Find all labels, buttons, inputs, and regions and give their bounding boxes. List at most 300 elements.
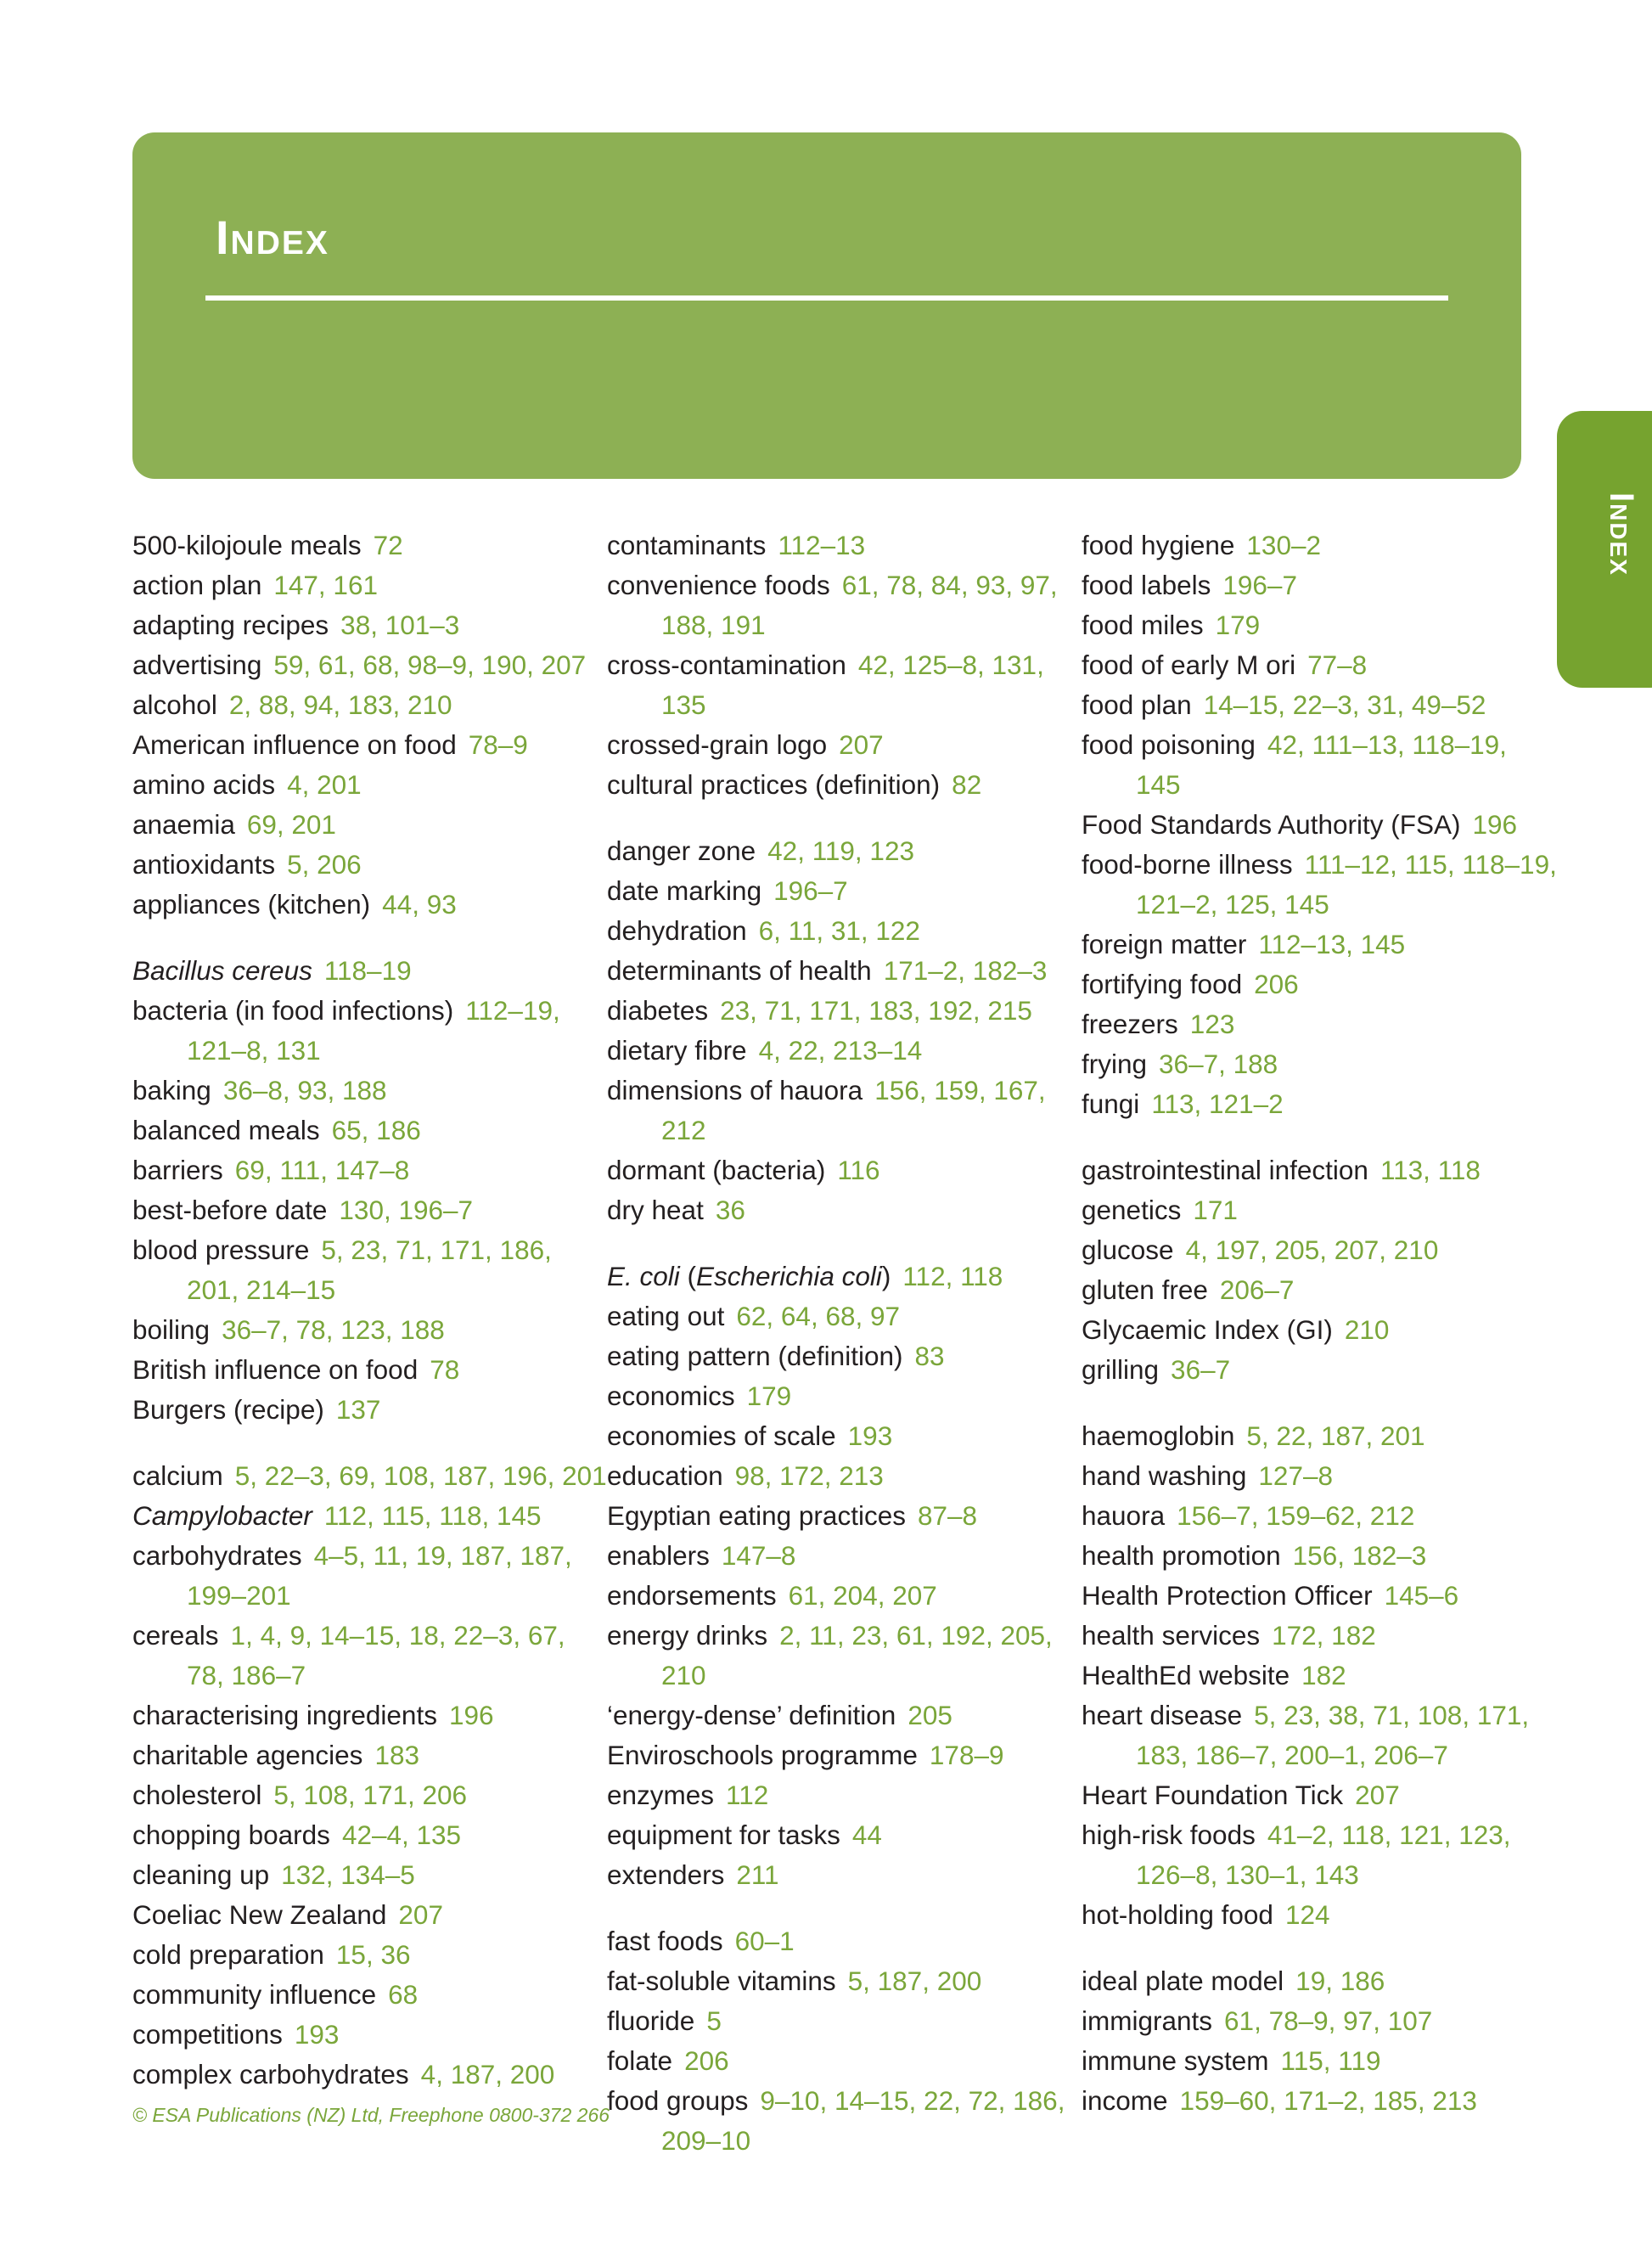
index-term: balanced meals <box>132 1115 320 1145</box>
index-page-refs[interactable]: 116 <box>837 1155 880 1185</box>
index-entry <box>1082 725 1557 805</box>
index-page-refs[interactable]: 147–8 <box>721 1540 796 1571</box>
index-term: food hygiene <box>1082 530 1235 560</box>
index-page-refs[interactable]: 206 <box>1254 969 1299 999</box>
index-term: ‘energy-dense’ definition <box>607 1700 896 1730</box>
index-page-refs[interactable]: 4, 201 <box>287 769 362 800</box>
index-page-refs[interactable]: 210 <box>1344 1314 1390 1345</box>
index-page-refs[interactable]: 1, 4, 9, 14–15, 18, 22–3, 67, 78, 186–7 <box>187 1620 565 1690</box>
index-page-refs[interactable]: 77–8 <box>1307 650 1368 680</box>
index-term: HealthEd website <box>1082 1660 1290 1690</box>
index-page-refs[interactable]: 130–2 <box>1246 530 1322 560</box>
index-entry <box>1082 1150 1557 1190</box>
index-term: enablers <box>607 1540 710 1571</box>
index-page-refs[interactable]: 206–7 <box>1219 1274 1295 1305</box>
index-term: fungi <box>1082 1088 1140 1119</box>
index-entry <box>607 2081 1082 2161</box>
index-entry <box>1082 1696 1557 1775</box>
index-entry <box>1082 685 1557 725</box>
index-term: calcium <box>132 1460 223 1491</box>
index-term <box>607 1261 891 1291</box>
index-page-refs[interactable]: 60–1 <box>734 1926 795 1956</box>
index-entry <box>132 885 608 925</box>
index-column-3 <box>1082 526 1557 2121</box>
index-entry <box>132 1735 608 1775</box>
index-page-refs[interactable]: 15, 36 <box>335 1939 411 1970</box>
index-entry <box>1082 1230 1557 1270</box>
index-page-refs[interactable]: 38, 101–3 <box>340 610 460 640</box>
index-entry <box>1082 2081 1557 2121</box>
index-entry <box>607 765 1082 805</box>
index-page-refs[interactable]: 5, 23, 71, 171, 186, 201, 214–15 <box>187 1235 552 1305</box>
index-term: carbohydrates <box>132 1540 302 1571</box>
index-entry <box>607 1190 1082 1230</box>
index-term: fortifying food <box>1082 969 1243 999</box>
index-term: convenience foods <box>607 570 830 600</box>
index-entry <box>132 565 608 605</box>
index-page-refs[interactable]: 179 <box>746 1381 792 1411</box>
index-page-refs[interactable]: 19, 186 <box>1295 1966 1385 1996</box>
index-term: determinants of health <box>607 955 872 986</box>
index-term: heart disease <box>1082 1700 1243 1730</box>
index-page-refs[interactable]: 196–7 <box>773 875 848 906</box>
index-term: amino acids <box>132 769 276 800</box>
index-page-refs[interactable]: 207 <box>1355 1780 1400 1810</box>
index-page-refs[interactable]: 6, 11, 31, 122 <box>758 915 920 946</box>
index-term: antioxidants <box>132 849 276 880</box>
index-entry <box>607 1257 1082 1296</box>
index-entry <box>607 871 1082 911</box>
index-entry <box>607 2001 1082 2041</box>
index-page-refs[interactable]: 127–8 <box>1258 1460 1334 1491</box>
index-page-refs[interactable]: 61, 78–9, 97, 107 <box>1224 2005 1433 2036</box>
index-entry <box>1082 1190 1557 1230</box>
index-term: Bacillus cereus <box>132 955 312 986</box>
index-term: immigrants <box>1082 2005 1213 2036</box>
index-entry <box>132 765 608 805</box>
index-page-refs[interactable]: 124 <box>1284 1899 1330 1930</box>
index-page-refs[interactable]: 36–7, 78, 123, 188 <box>222 1314 445 1345</box>
index-page-refs[interactable]: 72 <box>373 530 403 560</box>
index-entry <box>1082 1576 1557 1616</box>
index-entry <box>607 1616 1082 1696</box>
index-entry <box>1082 1496 1557 1536</box>
index-term: eating pattern (definition) <box>607 1341 903 1371</box>
index-term: enzymes <box>607 1780 715 1810</box>
index-term: fast foods <box>607 1926 723 1956</box>
index-term: bacteria (in food infections) <box>132 995 454 1026</box>
index-term: community influence <box>132 1979 377 2010</box>
index-entry <box>132 2055 608 2095</box>
index-term: chopping boards <box>132 1819 330 1850</box>
index-term: Health Protection Officer <box>1082 1580 1373 1611</box>
index-page-refs[interactable]: 183 <box>374 1740 419 1770</box>
index-page-refs[interactable]: 4–5, 11, 19, 187, 187, 199–201 <box>187 1540 572 1611</box>
index-entry <box>132 1350 608 1390</box>
index-page-refs[interactable]: 36 <box>715 1195 745 1225</box>
index-entry <box>1082 2041 1557 2081</box>
index-term: foreign matter <box>1082 929 1247 959</box>
index-entry <box>132 1310 608 1350</box>
index-term: cholesterol <box>132 1780 262 1810</box>
index-term: dehydration <box>607 915 747 946</box>
index-page-refs[interactable]: 42–4, 135 <box>341 1819 462 1850</box>
index-entry <box>607 1416 1082 1456</box>
index-entry <box>132 1975 608 2015</box>
index-entry <box>1082 1456 1557 1496</box>
index-term-part: ( <box>679 1261 697 1291</box>
index-entry <box>132 1071 608 1111</box>
index-entry <box>132 526 608 565</box>
index-page-refs[interactable]: 83 <box>914 1341 945 1371</box>
index-page-refs[interactable]: 115, 119 <box>1280 2045 1381 2076</box>
index-term: food poisoning <box>1082 729 1256 760</box>
index-entry <box>607 1775 1082 1815</box>
index-page-refs[interactable]: 44 <box>851 1819 882 1850</box>
index-entry <box>607 1496 1082 1536</box>
index-entry <box>607 1576 1082 1616</box>
index-page-refs[interactable]: 98, 172, 213 <box>734 1460 884 1491</box>
index-entry <box>607 526 1082 565</box>
index-term: Glycaemic Index (GI) <box>1082 1314 1333 1345</box>
index-page-refs[interactable]: 42, 125–8, 131, 135 <box>661 650 1044 720</box>
index-page-refs[interactable]: 5, 22, 187, 201 <box>1246 1420 1425 1451</box>
index-page-refs[interactable]: 112, 115, 118, 145 <box>323 1500 542 1531</box>
index-term: cultural practices (definition) <box>607 769 941 800</box>
index-entry <box>1082 845 1557 925</box>
index-term: Food Standards Authority (FSA) <box>1082 809 1461 840</box>
index-term: hauora <box>1082 1500 1166 1531</box>
index-entry <box>607 1735 1082 1775</box>
index-term: danger zone <box>607 835 756 866</box>
index-page-refs[interactable]: 123 <box>1189 1009 1235 1039</box>
index-entry <box>607 725 1082 765</box>
index-page-refs[interactable]: 2, 88, 94, 183, 210 <box>228 689 452 720</box>
index-term: genetics <box>1082 1195 1182 1225</box>
index-page-refs[interactable]: 178–9 <box>929 1740 1004 1770</box>
index-entry <box>607 1921 1082 1961</box>
index-page-refs[interactable]: 59, 61, 68, 98–9, 190, 207 <box>273 650 587 680</box>
index-term-part: Escherichia coli <box>696 1261 882 1291</box>
index-term: appliances (kitchen) <box>132 889 371 920</box>
index-page-refs[interactable]: 207 <box>398 1899 443 1930</box>
index-entry <box>607 1536 1082 1576</box>
index-page-refs[interactable]: 36–7, 188 <box>1159 1049 1278 1079</box>
index-term: complex carbohydrates <box>132 2059 409 2089</box>
index-term: grilling <box>1082 1354 1160 1385</box>
index-entry <box>132 1895 608 1935</box>
index-term: dormant (bacteria) <box>607 1155 826 1185</box>
index-entry <box>1082 1656 1557 1696</box>
header-band <box>132 132 1521 479</box>
index-entry <box>607 2041 1082 2081</box>
index-term: Burgers (recipe) <box>132 1394 324 1425</box>
index-page-refs[interactable]: 4, 187, 200 <box>420 2059 555 2089</box>
index-term: gluten free <box>1082 1274 1208 1305</box>
index-term: food of early M ori <box>1082 650 1296 680</box>
index-page-refs[interactable]: 9–10, 14–15, 22, 72, 186, 209–10 <box>661 2085 1065 2156</box>
index-term: gastrointestinal infection <box>1082 1155 1368 1185</box>
index-term: boiling <box>132 1314 211 1345</box>
index-entry <box>1082 645 1557 685</box>
index-entry <box>1082 1536 1557 1576</box>
index-entry <box>1082 1270 1557 1310</box>
index-entry <box>1082 805 1557 845</box>
index-entry <box>1082 1044 1557 1084</box>
index-page-refs[interactable]: 196–7 <box>1222 570 1297 600</box>
index-page-refs[interactable]: 42, 111–13, 118–19, 145 <box>1136 729 1507 800</box>
index-entry <box>1082 565 1557 605</box>
side-tab[interactable] <box>1557 411 1652 688</box>
index-term-part: ) <box>881 1261 891 1291</box>
index-term: adapting recipes <box>132 610 329 640</box>
index-page-refs[interactable]: 179 <box>1215 610 1261 640</box>
index-entry <box>1082 2001 1557 2041</box>
index-term: crossed-grain logo <box>607 729 828 760</box>
index-term: dietary fibre <box>607 1035 747 1066</box>
index-page-refs[interactable]: 36–7 <box>1171 1354 1231 1385</box>
index-entry <box>1082 1895 1557 1935</box>
index-column-2 <box>607 526 1082 2161</box>
index-term-part: E. coli <box>607 1261 680 1291</box>
index-entry <box>1082 1775 1557 1815</box>
index-entry <box>132 951 608 991</box>
index-page-refs[interactable]: 112–13 <box>778 530 866 560</box>
index-page-refs[interactable]: 78–9 <box>468 729 528 760</box>
index-page-refs[interactable]: 5 <box>706 2005 722 2036</box>
index-entry <box>132 1616 608 1696</box>
index-term: endorsements <box>607 1580 777 1611</box>
index-term: energy drinks <box>607 1620 768 1651</box>
index-page-refs[interactable]: 156, 182–3 <box>1292 1540 1427 1571</box>
index-page-refs[interactable]: 137 <box>335 1394 381 1425</box>
index-entry <box>1082 1350 1557 1390</box>
index-term: haemoglobin <box>1082 1420 1235 1451</box>
index-entry <box>607 1855 1082 1895</box>
index-term: 500-kilojoule meals <box>132 530 362 560</box>
index-page-refs[interactable]: 156, 159, 167, 212 <box>661 1075 1046 1145</box>
index-entry <box>132 1696 608 1735</box>
index-entry <box>1082 605 1557 645</box>
index-entry <box>607 1150 1082 1190</box>
index-page-refs[interactable]: 61, 204, 207 <box>788 1580 937 1611</box>
index-page-refs[interactable]: 87–8 <box>917 1500 978 1531</box>
index-page-refs[interactable]: 171 <box>1193 1195 1238 1225</box>
index-term: food groups <box>607 2085 749 2116</box>
index-term: anaemia <box>132 809 235 840</box>
index-page-refs[interactable]: 4, 197, 205, 207, 210 <box>1185 1235 1439 1265</box>
index-entry <box>607 991 1082 1031</box>
index-entry <box>607 1456 1082 1496</box>
index-term: glucose <box>1082 1235 1174 1265</box>
index-page-refs[interactable]: 130, 196–7 <box>339 1195 474 1225</box>
index-term: date marking <box>607 875 762 906</box>
index-term: freezers <box>1082 1009 1178 1039</box>
index-page-refs[interactable]: 4, 22, 213–14 <box>758 1035 923 1066</box>
index-page-refs[interactable]: 78 <box>430 1354 460 1385</box>
index-page-refs[interactable]: 159–60, 171–2, 185, 213 <box>1179 2085 1477 2116</box>
index-term: economies of scale <box>607 1420 836 1451</box>
index-entry <box>1082 1084 1557 1124</box>
index-entry <box>132 1536 608 1616</box>
index-term: income <box>1082 2085 1168 2116</box>
index-page-refs[interactable]: 171–2, 182–3 <box>883 955 1048 986</box>
index-term: immune system <box>1082 2045 1269 2076</box>
index-term: advertising <box>132 650 262 680</box>
index-term: cross-contamination <box>607 650 846 680</box>
index-entry <box>1082 1616 1557 1656</box>
index-entry <box>607 951 1082 991</box>
index-page-refs[interactable]: 44, 93 <box>382 889 457 920</box>
index-entry <box>132 685 608 725</box>
index-entry <box>132 645 608 685</box>
index-page-refs[interactable]: 113, 118 <box>1379 1155 1481 1185</box>
index-term: Coeliac New Zealand <box>132 1899 387 1930</box>
index-entry <box>132 1935 608 1975</box>
index-entry <box>132 1815 608 1855</box>
index-term: Egyptian eating practices <box>607 1500 906 1531</box>
index-page-refs[interactable]: 196 <box>448 1700 494 1730</box>
index-page-refs[interactable]: 211 <box>736 1859 779 1890</box>
index-page-refs[interactable]: 196 <box>1472 809 1518 840</box>
index-term: best-before date <box>132 1195 328 1225</box>
index-page-refs[interactable]: 207 <box>839 729 884 760</box>
index-term: contaminants <box>607 530 767 560</box>
index-entry <box>607 1031 1082 1071</box>
index-page-refs[interactable]: 5, 22–3, 69, 108, 187, 196, 201 <box>234 1460 607 1491</box>
index-entry <box>132 1496 608 1536</box>
index-entry <box>607 1696 1082 1735</box>
index-term: dimensions of hauora <box>607 1075 863 1105</box>
index-page-refs[interactable]: 2, 11, 23, 61, 192, 205, 210 <box>661 1620 1053 1690</box>
index-entry <box>1082 526 1557 565</box>
index-entry <box>607 1296 1082 1336</box>
index-entry <box>132 1230 608 1310</box>
index-term: alcohol <box>132 689 217 720</box>
index-term: fat-soluble vitamins <box>607 1966 836 1996</box>
index-page-refs[interactable]: 112–13, 145 <box>1258 929 1406 959</box>
index-page-refs[interactable]: 69, 201 <box>246 809 336 840</box>
index-page-refs[interactable]: 68 <box>388 1979 419 2010</box>
index-entry <box>1082 1815 1557 1895</box>
index-entry <box>1082 1310 1557 1350</box>
index-page-refs[interactable]: 145–6 <box>1384 1580 1459 1611</box>
index-entry <box>132 1775 608 1815</box>
index-page-refs[interactable]: 14–15, 22–3, 31, 49–52 <box>1203 689 1486 720</box>
index-page-refs[interactable]: 69, 111, 147–8 <box>234 1155 410 1185</box>
index-entry <box>132 1390 608 1430</box>
side-tab-label: Index <box>1603 492 1640 576</box>
index-entry <box>1082 1004 1557 1044</box>
index-page-refs[interactable]: 82 <box>952 769 982 800</box>
index-term: blood pressure <box>132 1235 310 1265</box>
index-page-refs[interactable]: 23, 71, 171, 183, 192, 215 <box>720 995 1032 1026</box>
index-term: economics <box>607 1381 735 1411</box>
index-page-refs[interactable]: 112–19, 121–8, 131 <box>187 995 560 1066</box>
index-page-refs[interactable]: 65, 186 <box>331 1115 421 1145</box>
index-page-refs[interactable]: 132, 134–5 <box>281 1859 415 1890</box>
index-page-refs[interactable]: 111–12, 115, 118–19, 121–2, 125, 145 <box>1136 849 1557 920</box>
index-column-1 <box>132 526 608 2095</box>
index-entry <box>1082 1961 1557 2001</box>
index-page-refs[interactable]: 62, 64, 68, 97 <box>736 1301 901 1331</box>
index-term: Campylobacter <box>132 1500 312 1531</box>
index-entry <box>607 645 1082 725</box>
index-term: frying <box>1082 1049 1148 1079</box>
index-page-refs[interactable]: 206 <box>684 2045 729 2076</box>
index-entry <box>607 1376 1082 1416</box>
index-page-refs[interactable]: 193 <box>294 2019 340 2050</box>
index-entry <box>132 1855 608 1895</box>
index-term: high-risk foods <box>1082 1819 1256 1850</box>
index-page-refs[interactable]: 5, 187, 200 <box>847 1966 982 1996</box>
index-page-refs[interactable]: 42, 119, 123 <box>767 835 914 866</box>
page-title: Index <box>216 211 329 264</box>
index-entry <box>132 725 608 765</box>
index-term: baking <box>132 1075 211 1105</box>
index-page-refs[interactable]: 172, 182 <box>1272 1620 1376 1651</box>
index-term: folate <box>607 2045 673 2076</box>
index-term: health services <box>1082 1620 1261 1651</box>
index-term: barriers <box>132 1155 223 1185</box>
index-entry <box>132 605 608 645</box>
index-page-refs[interactable]: 41–2, 118, 121, 123, 126–8, 130–1, 143 <box>1136 1819 1511 1890</box>
index-term: Heart Foundation Tick <box>1082 1780 1344 1810</box>
index-term: cold preparation <box>132 1939 324 1970</box>
index-term: Enviroschools programme <box>607 1740 918 1770</box>
index-term: food miles <box>1082 610 1204 640</box>
index-term: competitions <box>132 2019 283 2050</box>
index-page-refs[interactable]: 112 <box>726 1780 769 1810</box>
index-entry <box>132 1150 608 1190</box>
index-entry <box>607 1961 1082 2001</box>
index-entry <box>132 1456 608 1496</box>
index-entry <box>607 831 1082 871</box>
index-page-refs[interactable]: 5, 108, 171, 206 <box>273 1780 468 1810</box>
index-page-refs[interactable]: 182 <box>1301 1660 1346 1690</box>
index-page-refs[interactable]: 61, 78, 84, 93, 97, 188, 191 <box>661 570 1058 640</box>
index-page-refs[interactable]: 118–19 <box>323 955 412 986</box>
index-entry <box>132 1111 608 1150</box>
index-page-refs[interactable]: 205 <box>907 1700 952 1730</box>
index-entry <box>132 2015 608 2055</box>
index-term: characterising ingredients <box>132 1700 437 1730</box>
index-term: health promotion <box>1082 1540 1281 1571</box>
index-entry <box>607 1336 1082 1376</box>
index-page-refs[interactable]: 5, 206 <box>287 849 362 880</box>
index-term: hand washing <box>1082 1460 1247 1491</box>
index-term: extenders <box>607 1859 725 1890</box>
index-term: education <box>607 1460 723 1491</box>
index-entry <box>132 1190 608 1230</box>
index-term: equipment for tasks <box>607 1819 840 1850</box>
index-term: American influence on food <box>132 729 457 760</box>
index-page-refs[interactable]: 113, 121–2 <box>1151 1088 1284 1119</box>
index-page-refs[interactable]: 36–8, 93, 188 <box>222 1075 387 1105</box>
index-term: cereals <box>132 1620 219 1651</box>
index-entry <box>607 1071 1082 1150</box>
index-page-refs[interactable]: 156–7, 159–62, 212 <box>1177 1500 1415 1531</box>
index-page-refs[interactable]: 112, 118 <box>902 1261 1003 1291</box>
index-term: dry heat <box>607 1195 704 1225</box>
index-page-refs[interactable]: 193 <box>847 1420 893 1451</box>
index-page-refs[interactable]: 147, 161 <box>273 570 378 600</box>
index-entry <box>132 805 608 845</box>
index-page-refs[interactable]: 5, 23, 38, 71, 108, 171, 183, 186–7, 200–1, 206–7 <box>1136 1700 1530 1770</box>
index-entry <box>607 911 1082 951</box>
index-entry <box>1082 1416 1557 1456</box>
index-entry <box>132 991 608 1071</box>
